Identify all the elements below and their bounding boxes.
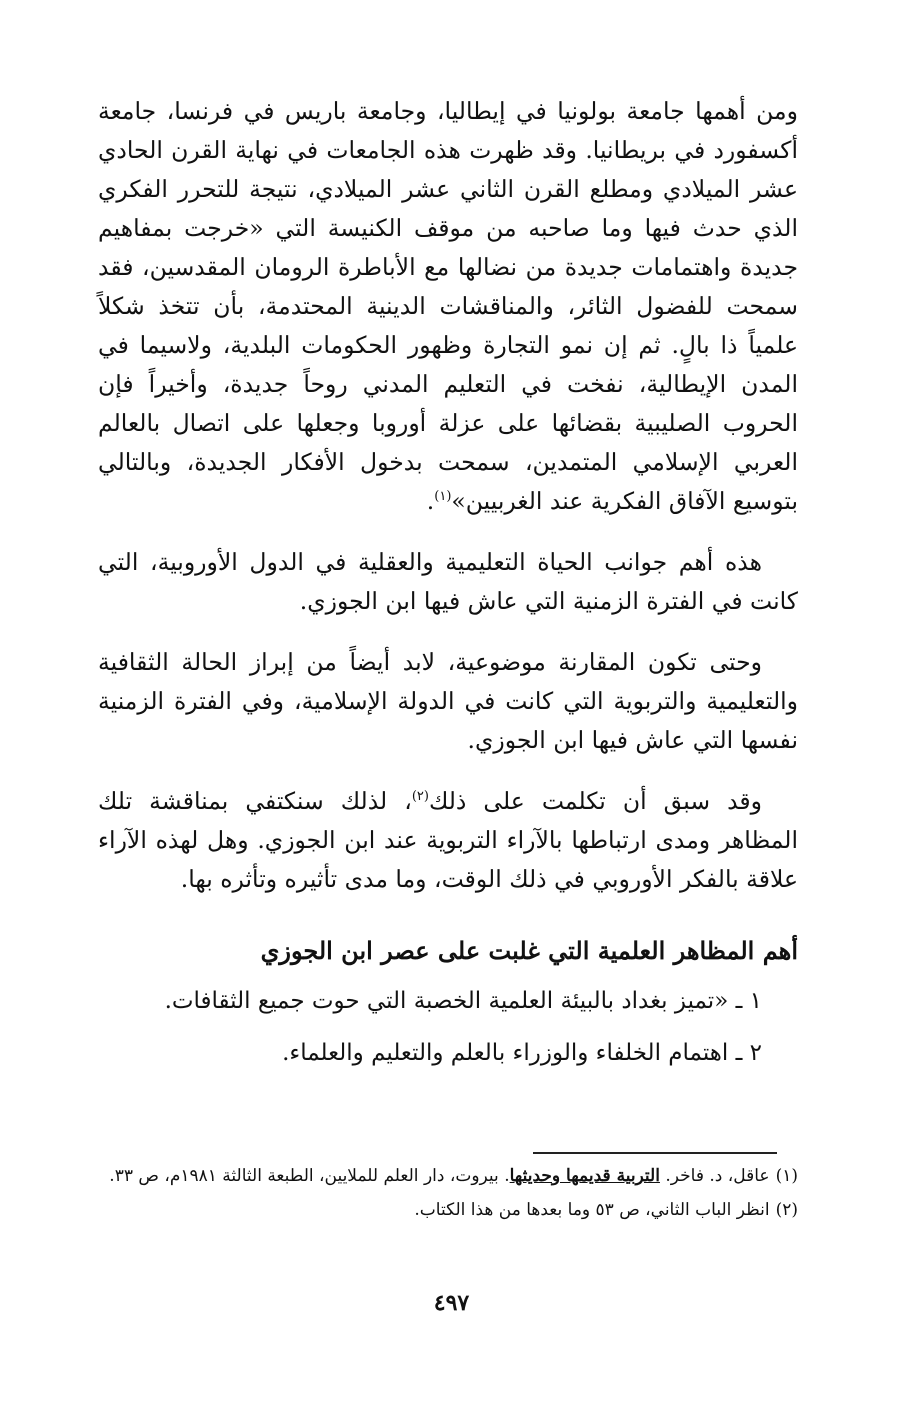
footnote-divider bbox=[533, 1152, 777, 1154]
footnote-ref-2: (٢) bbox=[411, 789, 429, 805]
list-item-1: ١ ـ «تميز بغداد بالبيئة العلمية الخصبة التي حوت جميع الثقافات. bbox=[164, 988, 762, 1014]
paragraph-comparison: وحتى تكون المقارنة موضوعية، لابد أيضاً من إبراز الحالة الثقافية والتعليمية والتربوية التي كانت في الدولة الإسلامية، وفي الفترة الزمنية نفسها التي عاش فيها ابن الجوزي. bbox=[98, 648, 798, 754]
footnote-2 bbox=[98, 1196, 798, 1224]
paragraph-previous-discussion-start: وقد سبق أن تكلمت على ذلك bbox=[428, 787, 762, 815]
paragraph-previous-discussion bbox=[98, 782, 798, 899]
footnote-1-publisher: . بيروت، دار العلم للملايين، الطبعة الثالثة ١٩٨١م، ص ٣٣. bbox=[109, 1166, 510, 1186]
paragraph-universities-end: . bbox=[426, 487, 435, 515]
footnote-1 bbox=[98, 1162, 798, 1190]
paragraph-universities bbox=[98, 92, 798, 521]
footnote-1-author: عاقل، د. فاخر. bbox=[665, 1166, 770, 1186]
footnote-ref-1: (١) bbox=[434, 489, 452, 505]
footnote-1-number: (١) bbox=[775, 1166, 798, 1186]
paragraph-universities-text: ومن أهمها جامعة بولونيا في إيطاليا، وجامعة باريس في فرنسا، جامعة أكسفورد في بريطانيا. وقد ظهرت هذه الجامعات في نهاية القرن الحادي عشر الميلادي ومطلع القرن الثاني عشر الميلادي، نتيجة للتحرر الفكري الذي حدث فيها وما صاحبه من موقف الكنيسة التي «خرجت بمفاهيم جديدة واهتمامات جديدة من نضالها مع الأباطرة الرومان المقدسين، فقد سمحت للفضول الثائر، والمناقشات الدينية المحتدمة، بأن تتخذ شكلاً علمياً ذا بالٍ. ثم إن نمو التجارة وظهور الحكومات البلدية، ولاسيما في المدن الإيطالية، نفخت في التعليم المدني روحاً جديدة، وأخيراً فإن الحروب الصليبية بقضائها على عزلة أوروبا وجعلها على اتصال بالعالم العربي الإسلامي المتمدين، سمحت بدخول الأفكار الجديدة، وبالتالي بتوسيع الآفاق الفكرية عند الغربيين» bbox=[98, 97, 798, 515]
footnote-1-title: التربية قديمها وحديثها bbox=[509, 1166, 660, 1186]
paragraph-european-aspects: هذه أهم جوانب الحياة التعليمية والعقلية في الدول الأوروبية، التي كانت في الفترة الزمنية التي عاش فيها ابن الجوزي. bbox=[98, 548, 798, 615]
footnote-1-text bbox=[98, 1162, 770, 1190]
list-item-2: ٢ ـ اهتمام الخلفاء والوزراء بالعلم والتعليم والعلماء. bbox=[282, 1040, 762, 1066]
footnotes bbox=[98, 1162, 798, 1230]
page-body bbox=[98, 92, 798, 1075]
paragraph-previous-discussion-end: ، لذلك سنكتفي بمناقشة تلك المظاهر ومدى ارتباطها بالآراء التربوية عند ابن الجوزي. وهل لهذه الآراء علاقة بالفكر الأوروبي في ذلك الوقت، وما مدى تأثيره وتأثره بها. bbox=[98, 787, 798, 893]
footnote-2-text: انظر الباب الثاني، ص ٥٣ وما بعدها من هذا الكتاب. bbox=[414, 1200, 770, 1220]
page-number: ٤٩٧ bbox=[433, 1290, 470, 1316]
footnote-2-number: (٢) bbox=[775, 1200, 798, 1220]
section-heading: أهم المظاهر العلمية التي غلبت على عصر ابن الجوزي bbox=[260, 936, 798, 965]
